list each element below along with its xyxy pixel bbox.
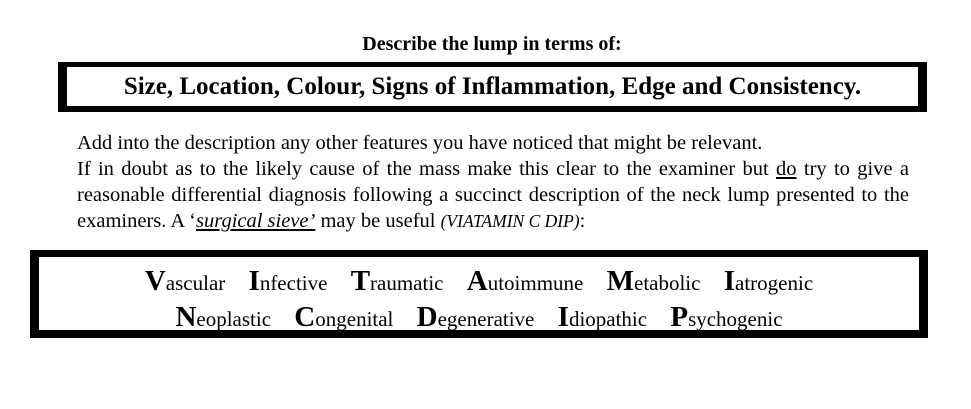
sieve-rest: nfective xyxy=(259,271,328,295)
instructions-text-end: : xyxy=(579,210,586,232)
emphasis-do: do xyxy=(776,158,797,180)
sieve-rest: ascular xyxy=(165,271,226,295)
sieve-rest: utoimmune xyxy=(487,271,584,295)
sieve-rest: ongenital xyxy=(315,307,394,331)
sieve-initial: N xyxy=(175,301,197,333)
sieve-item xyxy=(467,265,584,298)
sieve-item xyxy=(145,265,225,298)
sieve-item xyxy=(607,265,701,298)
sieve-rest: eoplastic xyxy=(196,307,272,331)
instructions-body xyxy=(77,156,909,234)
sieve-item xyxy=(175,301,271,334)
sieve-initial: M xyxy=(606,265,634,297)
sieve-initial: I xyxy=(248,265,260,297)
sieve-item xyxy=(724,265,813,298)
sieve-initial: I xyxy=(723,265,736,297)
exam-criteria-box xyxy=(58,62,927,112)
sieve-initial: V xyxy=(144,265,166,297)
sieve-item xyxy=(249,265,328,298)
exam-criteria-text: Size, Location, Colour, Signs of Inflammation, Edge and Consistency. xyxy=(123,72,862,100)
sieve-row-2 xyxy=(39,301,919,334)
sieve-initial: I xyxy=(557,301,569,333)
sieve-row-1 xyxy=(39,265,919,298)
sieve-initial: P xyxy=(670,301,689,333)
sieve-rest: etabolic xyxy=(634,271,701,295)
mnemonic-text: (VIATAMIN C DIP) xyxy=(440,211,580,231)
sieve-initial: D xyxy=(416,301,438,333)
sieve-rest: egenerative xyxy=(437,307,535,331)
instructions-line-1: Add into the description any other features you have noticed that might be relevant. xyxy=(77,132,763,154)
sieve-item xyxy=(294,301,393,334)
sieve-initial: T xyxy=(350,265,371,297)
instructions-text-c: may be useful xyxy=(315,210,441,232)
surgical-sieve-box xyxy=(30,250,928,338)
sieve-rest: sychogenic xyxy=(688,307,783,331)
instructions-text-b: try to give a reasonable differential diagnosis following a succinct description of the neck lump presented to the examiners. A ‘ xyxy=(77,158,909,232)
sieve-initial: A xyxy=(466,265,488,297)
sieve-item xyxy=(670,301,782,334)
instructions-paragraph xyxy=(77,130,909,234)
sieve-item xyxy=(558,301,647,334)
sieve-item xyxy=(351,265,444,298)
sieve-rest: atrogenic xyxy=(735,271,814,295)
page-heading: Describe the lump in terms of: xyxy=(362,33,622,55)
sieve-rest: diopathic xyxy=(568,307,648,331)
sieve-rest: raumatic xyxy=(370,271,444,295)
surgical-sieve-term: surgical sieve’ xyxy=(196,210,316,232)
instructions-text-a: If in doubt as to the likely cause of the mass make this clear to the examiner but xyxy=(77,158,777,180)
sieve-initial: C xyxy=(294,301,316,333)
sieve-item xyxy=(417,301,535,334)
